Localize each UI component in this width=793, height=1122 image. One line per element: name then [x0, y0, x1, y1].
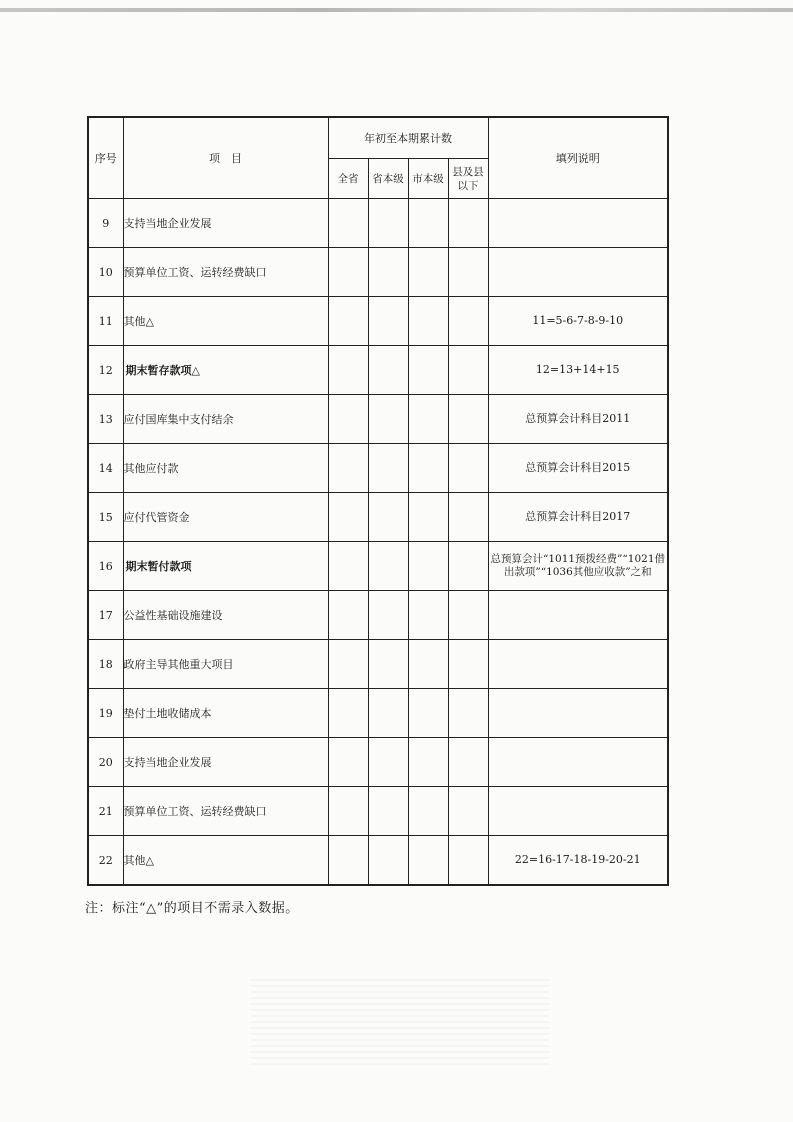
cell-county-level[interactable]: [448, 346, 488, 395]
table-row: [88, 542, 668, 591]
cell-county-level[interactable]: [448, 493, 488, 542]
cell-province-level[interactable]: [368, 542, 408, 591]
table-row: [88, 787, 668, 836]
table-row: [88, 689, 668, 738]
cell-county-level[interactable]: [448, 248, 488, 297]
cell-province-level[interactable]: [368, 787, 408, 836]
row-description: 总预算会计“1011预拨经费”“1021借出款项”“1036其他应收款”之和: [488, 542, 668, 591]
row-seq: 12: [88, 346, 123, 395]
scan-edge: [0, 8, 793, 12]
row-item: 垫付土地收储成本: [123, 689, 328, 738]
cell-city-level[interactable]: [408, 738, 448, 787]
cell-county-level[interactable]: [448, 591, 488, 640]
cell-province-total[interactable]: [328, 297, 368, 346]
row-item: 预算单位工资、运转经费缺口: [123, 787, 328, 836]
row-seq: 16: [88, 542, 123, 591]
row-description: 11=5-6-7-8-9-10: [488, 297, 668, 346]
cell-province-total[interactable]: [328, 640, 368, 689]
cell-province-total[interactable]: [328, 787, 368, 836]
cell-city-level[interactable]: [408, 493, 448, 542]
table-row: [88, 248, 668, 297]
cell-province-level[interactable]: [368, 297, 408, 346]
row-item: 政府主导其他重大项目: [123, 640, 328, 689]
cell-county-level[interactable]: [448, 542, 488, 591]
table-row: [88, 836, 668, 886]
header-col-province-total: 全省: [328, 159, 368, 199]
row-description: [488, 199, 668, 248]
row-item: 预算单位工资、运转经费缺口: [123, 248, 328, 297]
cell-province-level[interactable]: [368, 836, 408, 886]
row-seq: 9: [88, 199, 123, 248]
row-seq: 13: [88, 395, 123, 444]
row-item: 公益性基础设施建设: [123, 591, 328, 640]
cell-city-level[interactable]: [408, 640, 448, 689]
cell-county-level[interactable]: [448, 395, 488, 444]
row-item: 其他应付款: [123, 444, 328, 493]
scan-noise: [250, 975, 550, 1065]
cell-city-level[interactable]: [408, 346, 448, 395]
row-description: [488, 640, 668, 689]
cell-province-level[interactable]: [368, 199, 408, 248]
cell-province-level[interactable]: [368, 248, 408, 297]
cell-province-total[interactable]: [328, 689, 368, 738]
row-description: 总预算会计科目2011: [488, 395, 668, 444]
cell-city-level[interactable]: [408, 591, 448, 640]
table-row: [88, 444, 668, 493]
header-description: 填列说明: [488, 117, 668, 199]
row-description: 总预算会计科目2017: [488, 493, 668, 542]
cell-province-total[interactable]: [328, 444, 368, 493]
cell-province-level[interactable]: [368, 493, 408, 542]
row-description: 22=16-17-18-19-20-21: [488, 836, 668, 886]
cell-county-level[interactable]: [448, 689, 488, 738]
row-seq: 17: [88, 591, 123, 640]
cell-city-level[interactable]: [408, 444, 448, 493]
cell-province-level[interactable]: [368, 444, 408, 493]
header-seq: 序号: [88, 117, 123, 199]
row-item: 期末暂存款项△: [123, 346, 328, 395]
cell-city-level[interactable]: [408, 836, 448, 886]
row-seq: 20: [88, 738, 123, 787]
cell-province-level[interactable]: [368, 346, 408, 395]
table-row: [88, 738, 668, 787]
row-description: [488, 591, 668, 640]
row-seq: 10: [88, 248, 123, 297]
cell-province-total[interactable]: [328, 836, 368, 886]
cell-province-total[interactable]: [328, 542, 368, 591]
cell-province-total[interactable]: [328, 395, 368, 444]
row-seq: 19: [88, 689, 123, 738]
cell-province-total[interactable]: [328, 493, 368, 542]
header-cumulative-group: 年初至本期累计数: [328, 117, 488, 159]
cell-county-level[interactable]: [448, 836, 488, 886]
row-seq: 15: [88, 493, 123, 542]
cell-province-total[interactable]: [328, 199, 368, 248]
cell-province-total[interactable]: [328, 346, 368, 395]
cell-city-level[interactable]: [408, 199, 448, 248]
cell-county-level[interactable]: [448, 640, 488, 689]
cell-county-level[interactable]: [448, 787, 488, 836]
row-description: 12=13+14+15: [488, 346, 668, 395]
row-description: [488, 787, 668, 836]
table-row: [88, 493, 668, 542]
table-row: [88, 199, 668, 248]
header-item: 项 目: [123, 117, 328, 199]
cell-city-level[interactable]: [408, 689, 448, 738]
header-col-city-level: 市本级: [408, 159, 448, 199]
row-seq: 22: [88, 836, 123, 886]
header-col-county-level: 县及县以下: [448, 159, 488, 199]
cell-city-level[interactable]: [408, 787, 448, 836]
row-seq: 21: [88, 787, 123, 836]
table-row: [88, 591, 668, 640]
cell-province-total[interactable]: [328, 248, 368, 297]
row-seq: 11: [88, 297, 123, 346]
row-item: 应付国库集中支付结余: [123, 395, 328, 444]
row-item: 其他△: [123, 836, 328, 886]
row-seq: 18: [88, 640, 123, 689]
cell-city-level[interactable]: [408, 248, 448, 297]
table-row: [88, 346, 668, 395]
cell-province-total[interactable]: [328, 738, 368, 787]
cell-province-level[interactable]: [368, 591, 408, 640]
cell-county-level[interactable]: [448, 199, 488, 248]
table-row: [88, 640, 668, 689]
row-item: 期末暂付款项: [123, 542, 328, 591]
cell-province-level[interactable]: [368, 395, 408, 444]
statistics-form-table: [87, 116, 669, 886]
cell-province-level[interactable]: [368, 738, 408, 787]
table-row: [88, 395, 668, 444]
cell-county-level[interactable]: [448, 444, 488, 493]
table-row: [88, 297, 668, 346]
cell-county-level[interactable]: [448, 297, 488, 346]
cell-city-level[interactable]: [408, 395, 448, 444]
cell-city-level[interactable]: [408, 542, 448, 591]
row-description: 总预算会计科目2015: [488, 444, 668, 493]
row-item: 支持当地企业发展: [123, 199, 328, 248]
header-col-province-level: 省本级: [368, 159, 408, 199]
footnote: 注：标注“△”的项目不需录入数据。: [85, 901, 299, 916]
row-item: 应付代管资金: [123, 493, 328, 542]
cell-province-level[interactable]: [368, 640, 408, 689]
cell-county-level[interactable]: [448, 738, 488, 787]
row-item: 其他△: [123, 297, 328, 346]
row-description: [488, 689, 668, 738]
cell-province-total[interactable]: [328, 591, 368, 640]
row-description: [488, 248, 668, 297]
cell-province-level[interactable]: [368, 689, 408, 738]
row-item: 支持当地企业发展: [123, 738, 328, 787]
row-seq: 14: [88, 444, 123, 493]
cell-city-level[interactable]: [408, 297, 448, 346]
row-description: [488, 738, 668, 787]
